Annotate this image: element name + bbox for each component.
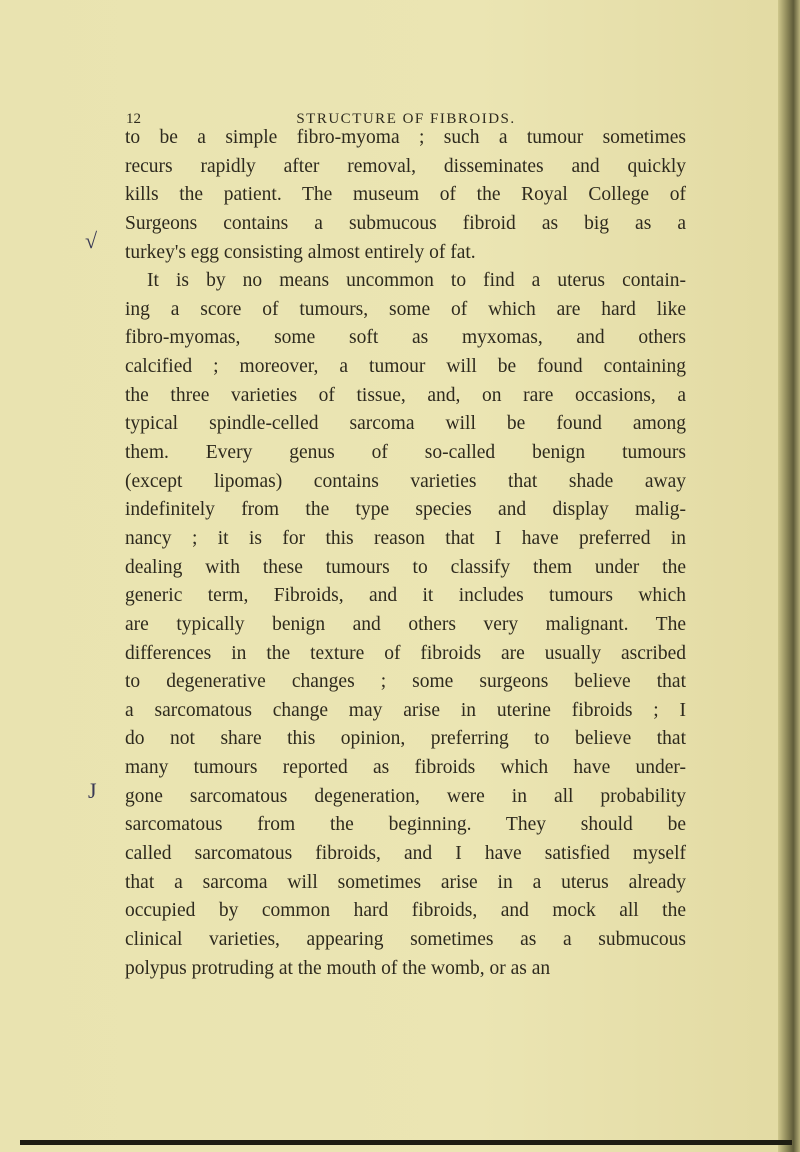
body-text	[125, 124, 686, 983]
text-line: typical spindle-celled sarcoma will be found among	[125, 413, 686, 435]
text-line: dealing with these tumours to classify them under the	[125, 556, 686, 578]
text-line: a sarcomatous change may arise in uterine fibroids ; I	[125, 699, 686, 721]
text-line: are typically benign and others very malignant. The	[125, 613, 686, 635]
text-line: kills the patient. The museum of the Royal College of	[125, 184, 686, 206]
page-edge-shadow	[778, 0, 800, 1152]
margin-check-mark: √	[85, 228, 98, 253]
text-line: It is by no means uncommon to find a uterus contain-	[147, 270, 686, 292]
text-line: gone sarcomatous degeneration, were in all probability	[125, 785, 686, 807]
bottom-rule	[20, 1140, 792, 1145]
text-line: turkey's egg consisting almost entirely of fat.	[125, 241, 476, 263]
text-line: many tumours reported as fibroids which have under-	[125, 757, 686, 779]
text-line: ing a score of tumours, some of which are hard like	[125, 298, 686, 320]
text-line: recurs rapidly after removal, disseminates and quickly	[125, 155, 686, 177]
text-line: (except lipomas) contains varieties that shade away	[125, 470, 686, 492]
text-line: fibro-myomas, some soft as myxomas, and others	[125, 327, 686, 349]
text-line: nancy ; it is for this reason that I have preferred in	[125, 527, 686, 549]
text-line: differences in the texture of fibroids are usually ascribed	[125, 642, 686, 664]
text-line: indefinitely from the type species and display malig-	[125, 499, 686, 521]
text-line: clinical varieties, appearing sometimes as a submucous	[125, 928, 686, 950]
text-line: polypus protruding at the mouth of the womb, or as an	[125, 957, 551, 979]
text-line: occupied by common hard fibroids, and mock all the	[125, 900, 686, 922]
text-line: called sarcomatous fibroids, and I have satisfied myself	[125, 843, 686, 865]
text-line: calcified ; moreover, a tumour will be found containing	[125, 356, 686, 378]
text-line: to degenerative changes ; some surgeons believe that	[125, 671, 686, 693]
running-title: STRUCTURE OF FIBROIDS.	[296, 111, 516, 127]
text-line: that a sarcoma will sometimes arise in a uterus already	[125, 871, 686, 893]
page-number: 12	[126, 111, 141, 127]
margin-mark: J	[88, 778, 97, 803]
text-line: Surgeons contains a submucous fibroid as big as a	[125, 212, 686, 234]
text-line: to be a simple fibro-myoma ; such a tumour sometimes	[125, 127, 686, 148]
text-line: the three varieties of tissue, and, on rare occasions, a	[125, 384, 686, 406]
text-line: them. Every genus of so-called benign tumours	[125, 442, 686, 464]
text-line: sarcomatous from the beginning. They should be	[125, 814, 686, 836]
text-line: do not share this opinion, preferring to believe that	[125, 728, 686, 750]
text-line: generic term, Fibroids, and it includes tumours which	[125, 585, 686, 607]
